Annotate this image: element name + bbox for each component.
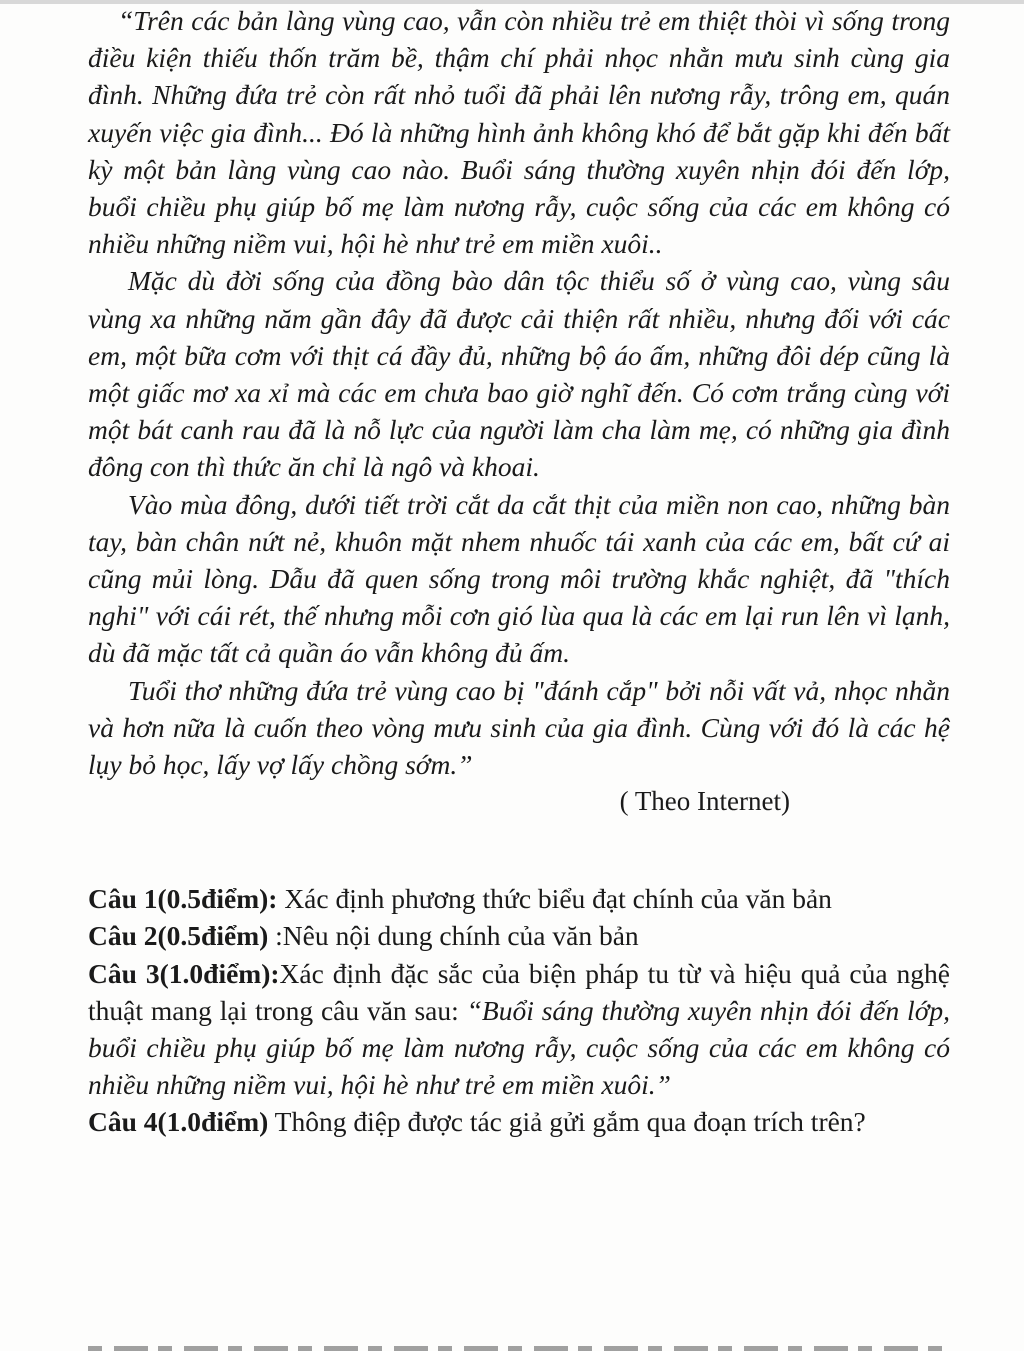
question-list	[88, 880, 950, 1140]
question-2	[88, 917, 950, 954]
question-3-label: Câu 3(1.0điểm):	[88, 957, 280, 989]
question-4-label: Câu 4(1.0điểm)	[88, 1106, 269, 1138]
reading-passage	[88, 2, 950, 783]
question-2-label: Câu 2(0.5điểm)	[88, 920, 269, 952]
passage-paragraph-2: Mặc dù đời sống của đồng bào dân tộc thiểu số ở vùng cao, vùng sâu vùng xa những năm gần đây đã được cải thiện rất nhiều, nhưng đối với các em, một bữa cơm với thịt cá đầy đủ, những bộ áo ấm, những đôi dép cũng là một giấc mơ xa xỉ mà các em chưa bao giờ nghĩ đến. Có cơm trắng cùng với một bát canh rau đã là nỗ lực của người làm cha làm mẹ, có những gia đình đông con thì thức ăn chỉ là ngô và khoai.	[88, 265, 950, 483]
document-content	[88, 2, 950, 1141]
question-3-text: Xác định đặc sắc của biện pháp tu từ và hiệu quả của nghệ thuật mang lại trong câu văn sau:	[88, 957, 950, 1026]
question-1-label: Câu 1(0.5điểm):	[88, 883, 278, 915]
question-3-quote: “Buổi sáng thường xuyên nhịn đói đến lớp, buổi chiều phụ giúp bố mẹ làm nương rẫy, cuộc sống của các em không có nhiều những niềm vui, hội hè như trẻ em miền xuôi.”	[88, 994, 950, 1101]
passage-paragraph-4: Tuổi thơ những đứa trẻ vùng cao bị "đánh cắp" bởi nỗi vất vả, nhọc nhằn và hơn nữa là cuốn theo vòng mưu sinh của gia đình. Cùng với đó là các hệ lụy bỏ học, lấy vợ lấy chồng sớm.”	[88, 674, 950, 781]
question-1	[88, 880, 950, 917]
question-3	[88, 955, 950, 1104]
passage-source: ( Theo Internet)	[619, 786, 790, 817]
passage-paragraph-1: “Trên các bản làng vùng cao, vẫn còn nhiều trẻ em thiệt thòi vì sống trong điều kiện thiếu thốn trăm bề, thậm chí phải nhọc nhằn mưu sinh cùng gia đình. Những đứa trẻ còn rất nhỏ tuổi đã phải lên nương rẫy, trông em, quán xuyến việc gia đình... Đó là những hình ảnh không khó để bắt gặp khi đến bất kỳ một bản làng vùng cao nào. Buổi sáng thường xuyên nhịn đói đến lớp, buổi chiều phụ giúp bố mẹ làm nương rẫy, cuộc sống của các em không có nhiều những niềm vui, hội hè như trẻ em miền xuôi..	[88, 5, 950, 260]
question-4-text: Thông điệp được tác giả gửi gắm qua đoạn trích trên?	[268, 1106, 866, 1138]
passage-paragraph-3: Vào mùa đông, dưới tiết trời cắt da cắt thịt của miền non cao, những bàn tay, bàn chân nứt nẻ, khuôn mặt nhem nhuốc tái xanh của các em, bất cứ ai cũng mủi lòng. Dẫu đã quen sống trong môi trường khắc nghiệt, đã "thích nghi" với cái rét, thế nhưng mỗi cơn gió lùa qua là các em lại run lên vì lạnh, dù đã mặc tất cả quần áo vẫn không đủ ấm.	[88, 488, 950, 669]
question-4	[88, 1103, 950, 1140]
question-2-text: :Nêu nội dung chính của văn bản	[268, 920, 639, 952]
question-1-text: Xác định phương thức biểu đạt chính của văn bản	[277, 883, 832, 915]
cut-off-next-line	[88, 1340, 948, 1351]
